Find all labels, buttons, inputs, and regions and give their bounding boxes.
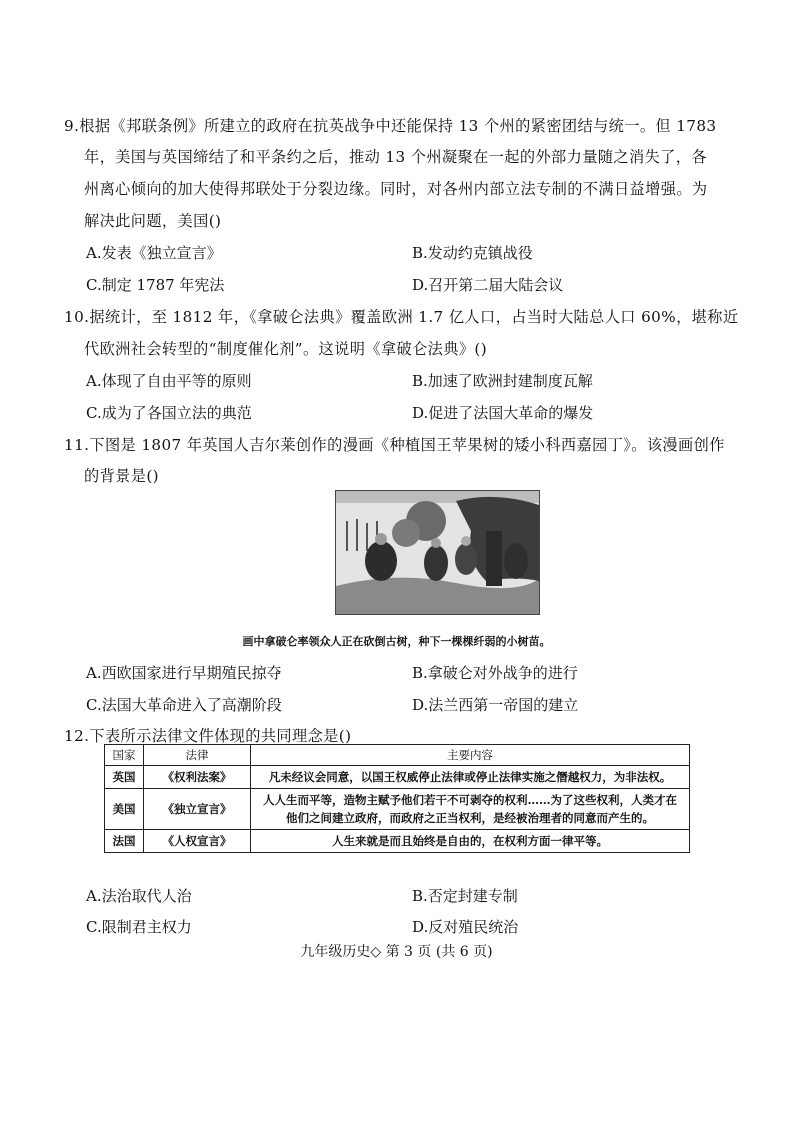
table-header-row — [105, 745, 690, 766]
table-row — [105, 789, 690, 830]
q10-stem-line-1: 10.据统计，至 1812 年，《拿破仑法典》覆盖欧洲 1.7 亿人口，占当时大陆总人口 60%，堪称近 — [64, 308, 739, 326]
row-country: 英国 — [105, 766, 144, 789]
q9-option-a: A.发表《独立宣言》 — [86, 244, 222, 262]
table-row — [105, 830, 690, 853]
row-law: 《权利法案》 — [144, 766, 251, 789]
row-content-line: 人人生而平等，造物主赋予他们若干不可剥夺的权利……为了这些权利，人类才在 — [263, 793, 677, 807]
q11-stem-line-1: 11.下图是 1807 年英国人吉尔莱创作的漫画《种植国王苹果树的矮小科西嘉园丁》。该漫画创作 — [64, 436, 725, 454]
q10-option-d: D.促进了法国大革命的爆发 — [412, 404, 594, 422]
row-country: 美国 — [105, 789, 144, 830]
q9-stem-line-1: 9.根据《邦联条例》所建立的政府在抗英战争中还能保持 13 个州的紧密团结与统一。但 1783 — [64, 117, 717, 135]
row-content — [251, 766, 690, 789]
q11-stem-line-2: 的背景是() — [84, 467, 160, 485]
cartoon-caption: 画中拿破仑率领众人正在砍倒古树，种下一棵棵纤弱的小树苗。 — [242, 635, 551, 648]
header-country: 国家 — [105, 745, 144, 766]
row-content — [251, 830, 690, 853]
row-content-line: 凡未经议会同意，以国王权威停止法律或停止法律实施之僭越权力，为非法权。 — [268, 770, 672, 784]
q12-option-a: A.法治取代人治 — [86, 887, 192, 905]
q9-stem-line-2: 年，美国与英国缔结了和平条约之后，推动 13 个州凝聚在一起的外部力量随之消失了，各 — [84, 148, 707, 166]
q10-option-b: B.加速了欧洲封建制度瓦解 — [412, 372, 593, 390]
q12-option-c: C.限制君主权力 — [86, 918, 192, 936]
q12-option-d: D.反对殖民统治 — [412, 918, 519, 936]
row-law: 《独立宣言》 — [144, 789, 251, 830]
q11-option-d: D.法兰西第一帝国的建立 — [412, 696, 579, 714]
q12-option-b: B.否定封建专制 — [412, 887, 518, 905]
q9-stem-line-3: 州离心倾向的加大使得邦联处于分裂边缘。同时，对各州内部立法专制的不满日益增强。为 — [84, 180, 708, 198]
row-country: 法国 — [105, 830, 144, 853]
law-table — [104, 744, 690, 853]
row-law: 《人权宣言》 — [144, 830, 251, 853]
cartoon-image — [335, 490, 540, 615]
page-footer: 九年级历史◇ 第 3 页 (共 6 页) — [300, 944, 493, 960]
row-content-line: 他们之间建立政府，而政府之正当权利，是经被治理者的同意而产生的。 — [286, 811, 654, 825]
header-content: 主要内容 — [251, 745, 690, 766]
row-content-line: 人生来就是而且始终是自由的，在权利方面一律平等。 — [332, 834, 608, 848]
q9-option-d: D.召开第二届大陆会议 — [412, 276, 564, 294]
q10-stem-line-2: 代欧洲社会转型的“制度催化剂”。这说明《拿破仑法典》() — [84, 340, 488, 358]
q9-option-b: B.发动约克镇战役 — [412, 244, 533, 262]
q11-option-b: B.拿破仑对外战争的进行 — [412, 664, 578, 682]
q11-option-a: A.西欧国家进行早期殖民掠夺 — [86, 664, 282, 682]
q11-option-c: C.法国大革命进入了高潮阶段 — [86, 696, 282, 714]
table-row — [105, 766, 690, 789]
row-content — [251, 789, 690, 830]
q9-option-c: C.制定 1787 年宪法 — [86, 276, 225, 294]
q10-option-a: A.体现了自由平等的原则 — [86, 372, 252, 390]
header-law: 法律 — [144, 745, 251, 766]
q9-stem-line-4: 解决此问题，美国() — [84, 212, 222, 230]
q12-stem-line-1: 12.下表所示法律文件体现的共同理念是() — [64, 727, 352, 745]
q10-option-c: C.成为了各国立法的典范 — [86, 404, 252, 422]
